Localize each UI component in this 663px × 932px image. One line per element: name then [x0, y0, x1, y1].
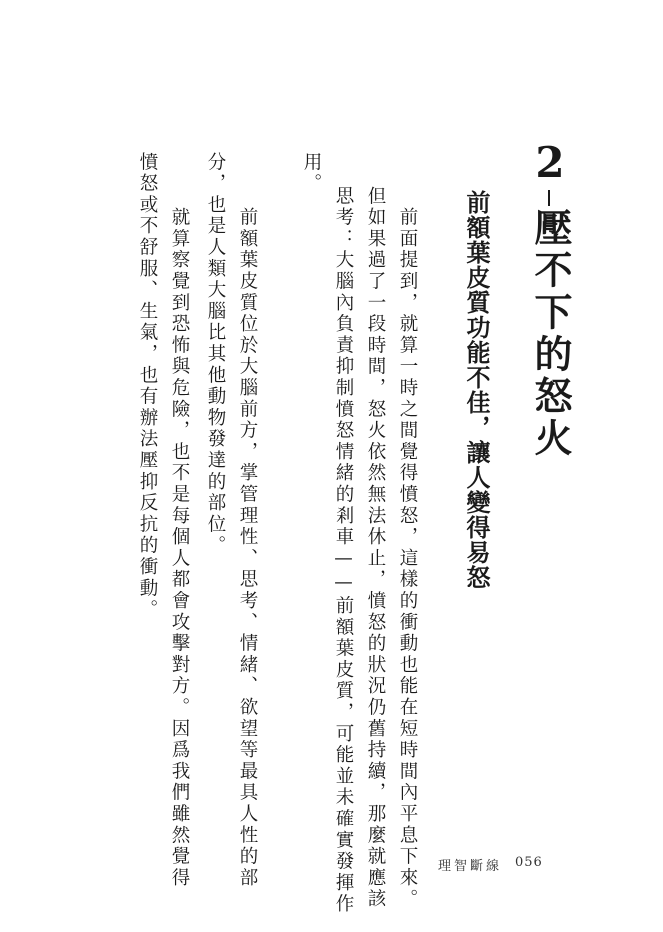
body-text-line: 分，也是人類大腦比其他動物發達的部位。 [205, 152, 226, 557]
page-number: 056 [515, 855, 543, 870]
chapter-number: 2 [535, 138, 565, 187]
body-text-line: 用。 [301, 152, 322, 195]
body-text-line: 前額葉皮質位於大腦前方，掌管理性、思考、情緒、欲望等最具人性的部 [237, 186, 258, 889]
body-text-line: 但如果過了一段時間，怒火依然無法休止，憤怒的狀況仍舊持續，那麼就應該 [365, 186, 386, 911]
body-text-line: 憤怒或不舒服、生氣，也有辦法壓抑反抗的衝動。 [137, 152, 158, 621]
section-heading: 前額葉皮質功能不佳，讓人變得易怒 [462, 190, 491, 590]
chapter-divider [548, 190, 550, 206]
body-text-line: 思考：大腦內負責抑制憤怒情緒的剎車——前額葉皮質，可能並未確實發揮作 [333, 186, 354, 916]
body-text-line: 前面提到，就算一時之間覺得憤怒，這樣的衝動也能在短時間內平息下來。 [397, 186, 418, 911]
chapter-title: 壓不下的怒火 [528, 208, 573, 460]
running-footer-title: 理智斷線 [438, 859, 503, 874]
body-text-line: 就算察覺到恐怖與危險，也不是每個人都會攻擊對方。因爲我們雖然覺得 [169, 186, 190, 889]
